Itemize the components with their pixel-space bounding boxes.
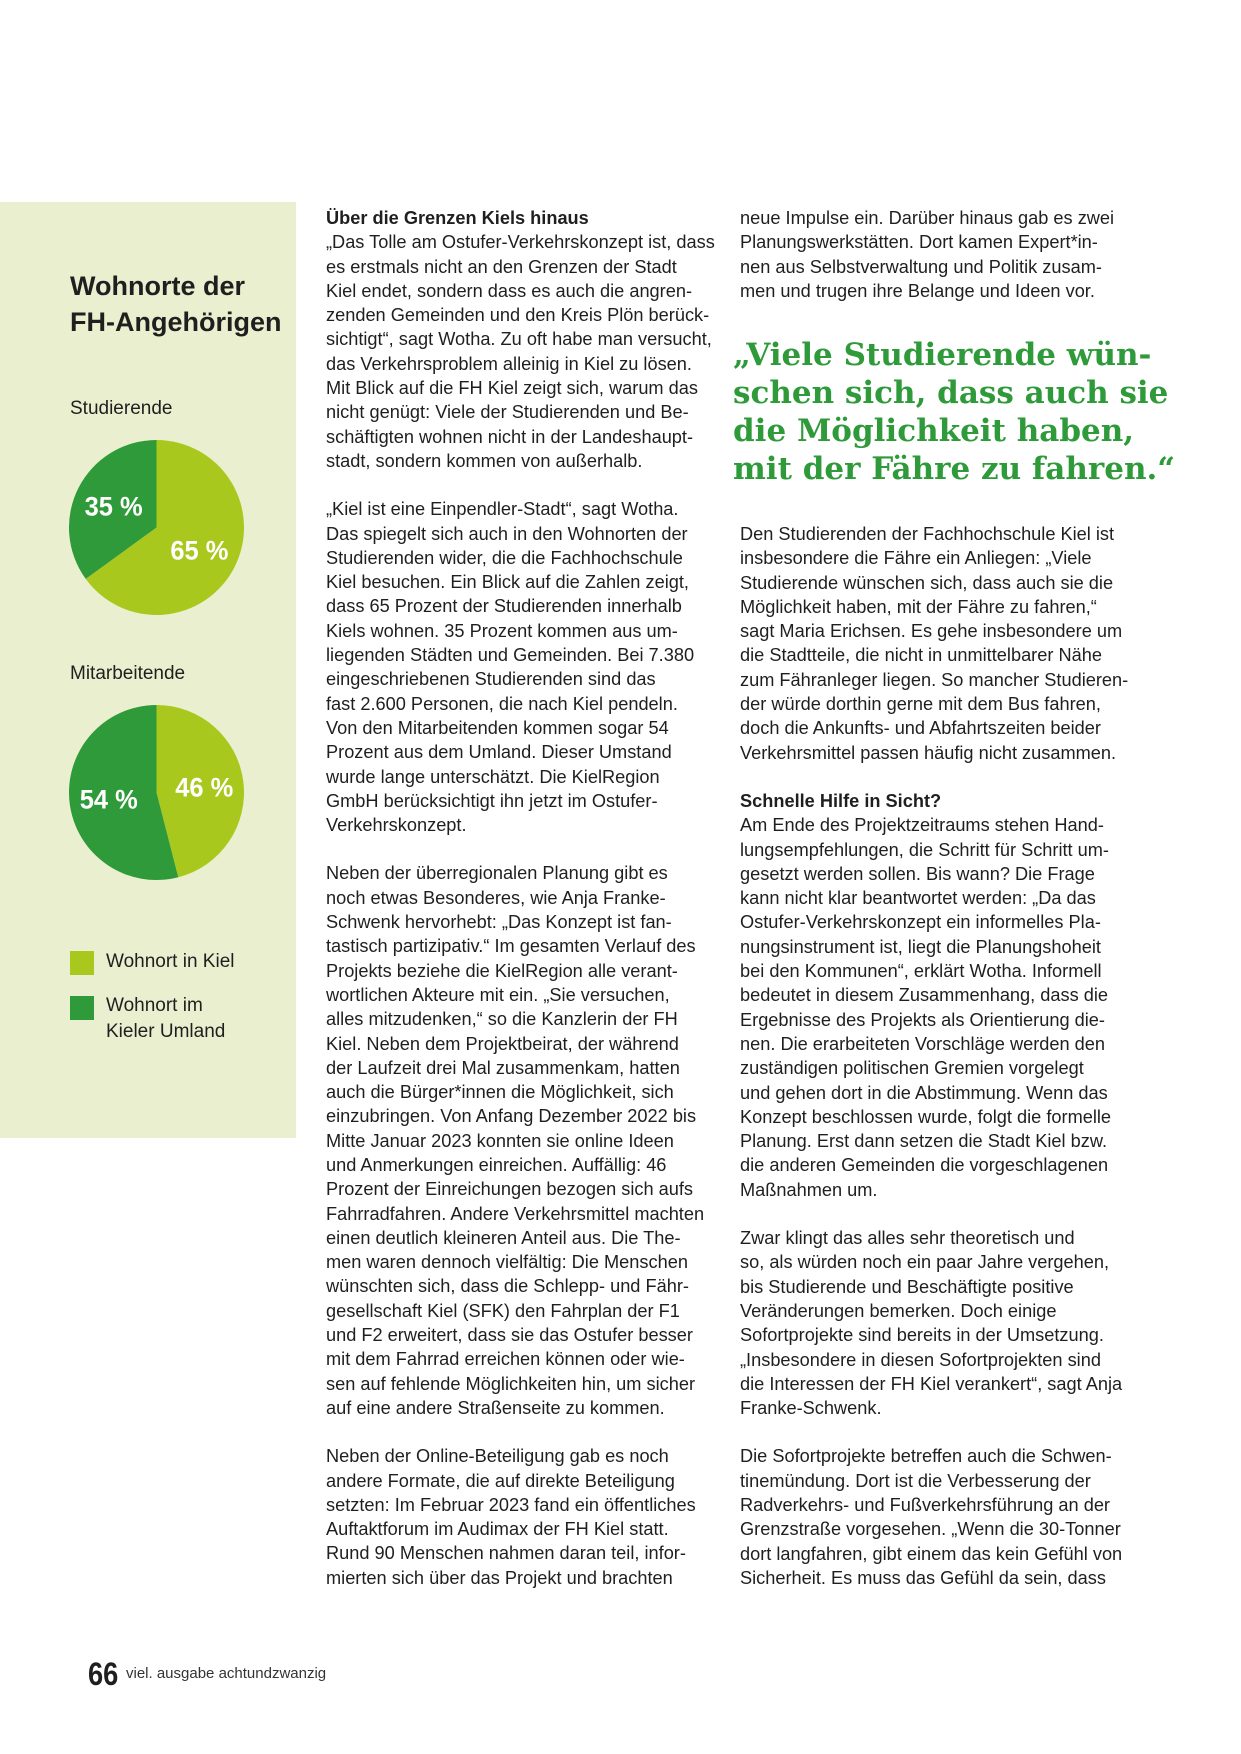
sidebar-title-line2: FH-Angehörigen	[70, 307, 282, 337]
text-line: Neben der Online-Beteiligung gab es noch	[326, 1446, 669, 1467]
text-line: Planungswerkstätten. Dort kamen Expert*in-	[740, 232, 1098, 253]
text-line: Den Studierenden der Fachhochschule Kiel ist	[740, 524, 1115, 544]
legend-swatch-umland	[70, 996, 94, 1020]
text-line: auf eine andere Straßenseite zu kommen.	[326, 1397, 665, 1418]
text-line: das Verkehrsproblem alleinig in Kiel zu lösen.	[326, 353, 692, 374]
text-line: Schwenk hervorhebt: „Das Konzept ist fan-	[326, 912, 672, 933]
text-line: Veränderungen bemerken. Doch einige	[740, 1300, 1057, 1321]
text-line: Sicherheit. Es muss das Gefühl da sein, dass	[740, 1567, 1106, 1588]
legend-swatch-kiel	[70, 951, 94, 975]
text-line: Verkehrskonzept.	[326, 815, 467, 836]
text-line: Am Ende des Projektzeitraums stehen Hand-	[740, 815, 1104, 836]
text-line: eingeschriebenen Studierenden sind das	[326, 669, 656, 690]
text-line: Auftaktforum im Audimax der FH Kiel statt.	[326, 1519, 669, 1540]
pie-label: 65 %	[170, 535, 229, 566]
text-line: gesellschaft Kiel (SFK) den Fahrplan der F1	[326, 1300, 680, 1321]
text-line: setzten: Im Februar 2023 fand ein öffentliches	[326, 1494, 696, 1515]
sidebar-title	[70, 268, 281, 340]
text-line: bei den Kommunen“, erklärt Wotha. Informell	[740, 961, 1102, 982]
text-line: zenden Gemeinden und den Kreis Plön berück-	[326, 305, 710, 326]
paragraph-gap	[740, 765, 1140, 789]
pie-label: 35 %	[84, 491, 143, 522]
text-line: men und trugen ihre Belange und Ideen vor.	[740, 280, 1095, 301]
text-line: Projekts beziehe die KielRegion alle verant-	[326, 960, 678, 981]
text-line: tastisch partizipativ.“ Im gesamten Verlauf des	[326, 936, 696, 957]
page-number: 66	[88, 1656, 119, 1692]
text-line: sichtigt“, sagt Wotha. Zu oft habe man versucht,	[326, 329, 712, 350]
paragraph-gap	[326, 837, 716, 861]
text-line: bedeutet in diesem Zusammenhang, dass die	[740, 985, 1109, 1006]
text-line: und gehen dort in die Abstimmung. Wenn das	[740, 1082, 1108, 1103]
text-line: Mit Blick auf die FH Kiel zeigt sich, warum das	[326, 378, 698, 399]
text-line: mit dem Fahrrad erreichen können oder wie-	[326, 1349, 685, 1370]
text-line: Kiel. Neben dem Projektbeirat, der während	[326, 1033, 679, 1054]
text-line: Zwar klingt das alles sehr theoretisch und	[740, 1228, 1075, 1249]
text-line: nicht genügt: Viele der Studierenden und Be-	[326, 402, 689, 423]
chart-title-studierende: Studierende	[70, 398, 173, 419]
text-line: Studierende wünschen sich, dass auch sie die	[740, 572, 1114, 593]
text-line: Sofortprojekte sind bereits in der Umsetzung.	[740, 1325, 1104, 1346]
text-line: Radverkehrs- und Fußverkehrsführung an der	[740, 1494, 1110, 1515]
text-line: Mitte Januar 2023 konnten sie online Ideen	[326, 1130, 674, 1151]
text-line: die Interessen der FH Kiel verankert“, sagt Anja	[740, 1373, 1123, 1394]
pie-chart-studierende	[69, 440, 244, 615]
text-line: lungsempfehlungen, die Schritt für Schritt um-	[740, 839, 1109, 860]
pull-quote-line: schen sich, dass auch sie	[733, 375, 1169, 411]
text-line: Grenzstraße vorgesehen. „Wenn die 30-Tonner	[740, 1519, 1121, 1540]
text-line: liegenden Städten und Gemeinden. Bei 7.380	[326, 645, 695, 666]
text-line: sen auf fehlende Möglichkeiten hin, um sicher	[326, 1373, 696, 1394]
text-line: der würde dorthin gerne mit dem Bus fahren,	[740, 694, 1101, 715]
text-line: zum Fähranleger liegen. So mancher Studieren-	[740, 669, 1129, 690]
legend-label-umland-line2: Kieler Umland	[106, 1021, 226, 1042]
text-line: Das spiegelt sich auch in den Wohnorten der	[326, 523, 688, 544]
paragraph-gap	[740, 1202, 1140, 1226]
article-column-2-bottom	[740, 522, 1140, 1590]
text-line: tinemündung. Dort ist die Verbesserung der	[740, 1470, 1091, 1491]
text-line: Die Sofortprojekte betreffen auch die Schwen-	[740, 1446, 1112, 1467]
text-line: nen aus Selbstverwaltung und Politik zusam-	[740, 256, 1102, 277]
text-line: der Laufzeit drei Mal zusammenkam, hatten	[326, 1057, 680, 1078]
section-heading: Schnelle Hilfe in Sicht?	[740, 790, 942, 811]
text-line: noch etwas Besonderes, wie Anja Franke-	[326, 887, 666, 908]
text-line: neue Impulse ein. Darüber hinaus gab es zwei	[740, 208, 1115, 228]
text-line: GmbH berücksichtigt ihn jetzt im Ostufer-	[326, 790, 658, 811]
text-line: Verkehrsmittel passen häufig nicht zusammen.	[740, 742, 1117, 763]
text-line: schäftigten wohnen nicht in der Landeshaupt-	[326, 426, 694, 447]
text-line: wurde lange unterschätzt. Die KielRegion	[326, 766, 660, 787]
pie-label: 46 %	[175, 772, 234, 803]
text-line: fast 2.600 Personen, die nach Kiel pendeln.	[326, 693, 678, 714]
pie-label: 54 %	[79, 784, 138, 815]
text-line: wortlichen Akteure mit ein. „Sie versuchen,	[326, 984, 670, 1005]
pull-quote-line: „Viele Studierende wün-	[733, 337, 1152, 373]
text-line: und F2 erweitert, dass sie das Ostufer besser	[326, 1325, 693, 1346]
publication-name: viel. ausgabe achtundzwanzig	[126, 1665, 327, 1682]
text-line: alles mitzudenken,“ so die Kanzlerin der FH	[326, 1009, 678, 1030]
text-line: einen deutlich kleineren Anteil aus. Die The-	[326, 1227, 681, 1248]
pull-quote-line: die Möglichkeit haben,	[733, 413, 1135, 449]
paragraph-gap	[740, 1420, 1140, 1444]
text-line: Konzept beschlossen wurde, folgt die formelle	[740, 1106, 1112, 1127]
text-line: Kiel besuchen. Ein Blick auf die Zahlen zeigt,	[326, 572, 689, 593]
text-line: dort langfahren, gibt einem das kein Gefühl von	[740, 1543, 1123, 1564]
text-line: Prozent aus dem Umland. Dieser Umstand	[326, 742, 672, 763]
text-line: zuständigen politischen Gremien vorgelegt	[740, 1058, 1084, 1079]
text-line: Franke-Schwenk.	[740, 1398, 882, 1419]
text-line: andere Formate, die auf direkte Beteiligung	[326, 1470, 675, 1491]
pull-quote	[733, 336, 1176, 488]
legend-label-umland-line1: Wohnort im	[106, 995, 203, 1016]
text-line: nungsinstrument ist, liegt die Planungshoheit	[740, 936, 1101, 957]
text-line: so, als würden noch ein paar Jahre vergehen,	[740, 1252, 1110, 1273]
section-heading: Über die Grenzen Kiels hinaus	[326, 208, 589, 228]
text-line: „Kiel ist eine Einpendler-Stadt“, sagt Wotha.	[326, 499, 679, 520]
text-line: es erstmals nicht an den Grenzen der Stadt	[326, 256, 677, 277]
legend-label-kiel: Wohnort in Kiel	[106, 951, 235, 972]
article-column-1	[326, 206, 716, 1590]
paragraph-gap	[326, 1420, 716, 1444]
article-column-2-top	[740, 206, 1140, 303]
paragraph-gap	[326, 473, 716, 497]
text-line: wünschten sich, dass die Schlepp- und Fähr-	[326, 1276, 689, 1297]
text-line: und Anmerkungen einreichen. Auffällig: 46	[326, 1154, 667, 1175]
text-line: sagt Maria Erichsen. Es gehe insbesondere um	[740, 621, 1123, 642]
text-line: Planung. Erst dann setzen die Stadt Kiel bzw.	[740, 1131, 1108, 1152]
text-line: mierten sich über das Projekt und brachten	[326, 1567, 673, 1588]
text-line: dass 65 Prozent der Studierenden innerhalb	[326, 596, 682, 617]
text-line: Ostufer-Verkehrskonzept ein informelles Pla-	[740, 912, 1101, 933]
text-line: auch die Bürger*innen die Möglichkeit, sich	[326, 1082, 674, 1103]
text-line: nen. Die erarbeiteten Vorschläge werden den	[740, 1033, 1106, 1054]
text-line: doch die Ankunfts- und Abfahrtszeiten beider	[740, 718, 1101, 739]
text-line: Von den Mitarbeitenden kommen sogar 54	[326, 717, 669, 738]
text-line: Fahrradfahren. Andere Verkehrsmittel machten	[326, 1203, 705, 1224]
text-line: kann nicht klar beantwortet werden: „Da das	[740, 888, 1096, 909]
chart-title-mitarbeitende: Mitarbeitende	[70, 663, 186, 684]
text-line: die anderen Gemeinden die vorgeschlagenen	[740, 1155, 1109, 1176]
text-line: gesetzt werden sollen. Bis wann? Die Frage	[740, 863, 1095, 884]
sidebar-title-line1: Wohnorte der	[70, 271, 245, 301]
text-line: insbesondere die Fähre ein Anliegen: „Viele	[740, 548, 1092, 569]
text-line: Neben der überregionalen Planung gibt es	[326, 863, 668, 884]
text-line: Studierenden wider, die die Fachhochschule	[326, 547, 683, 568]
text-line: bis Studierende und Beschäftigte positive	[740, 1276, 1074, 1297]
pull-quote-line: mit der Fähre zu fahren.“	[733, 451, 1176, 487]
text-line: Ergebnisse des Projekts als Orientierung die-	[740, 1009, 1105, 1030]
text-line: einzubringen. Von Anfang Dezember 2022 bis	[326, 1106, 697, 1127]
text-line: Kiels wohnen. 35 Prozent kommen aus um-	[326, 620, 678, 641]
text-line: stadt, sondern kommen von außerhalb.	[326, 450, 643, 471]
text-line: Prozent der Einreichungen bezogen sich aufs	[326, 1179, 694, 1200]
text-line: men waren dennoch vielfältig: Die Menschen	[326, 1252, 688, 1273]
text-line: „Insbesondere in diesen Sofortprojekten sind	[740, 1349, 1101, 1370]
text-line: Maßnahmen um.	[740, 1179, 878, 1200]
legend-label-umland	[106, 993, 225, 1045]
text-line: Möglichkeit haben, mit der Fähre zu fahren,“	[740, 596, 1097, 617]
text-line: die Stadtteile, die nicht in unmittelbarer Nähe	[740, 645, 1102, 666]
text-line: Kiel endet, sondern dass es auch die angren-	[326, 280, 693, 301]
text-line: Rund 90 Menschen nahmen daran teil, infor-	[326, 1543, 686, 1564]
text-line: „Das Tolle am Ostufer-Verkehrskonzept ist, dass	[326, 232, 715, 253]
pie-chart-mitarbeitende	[69, 705, 244, 880]
